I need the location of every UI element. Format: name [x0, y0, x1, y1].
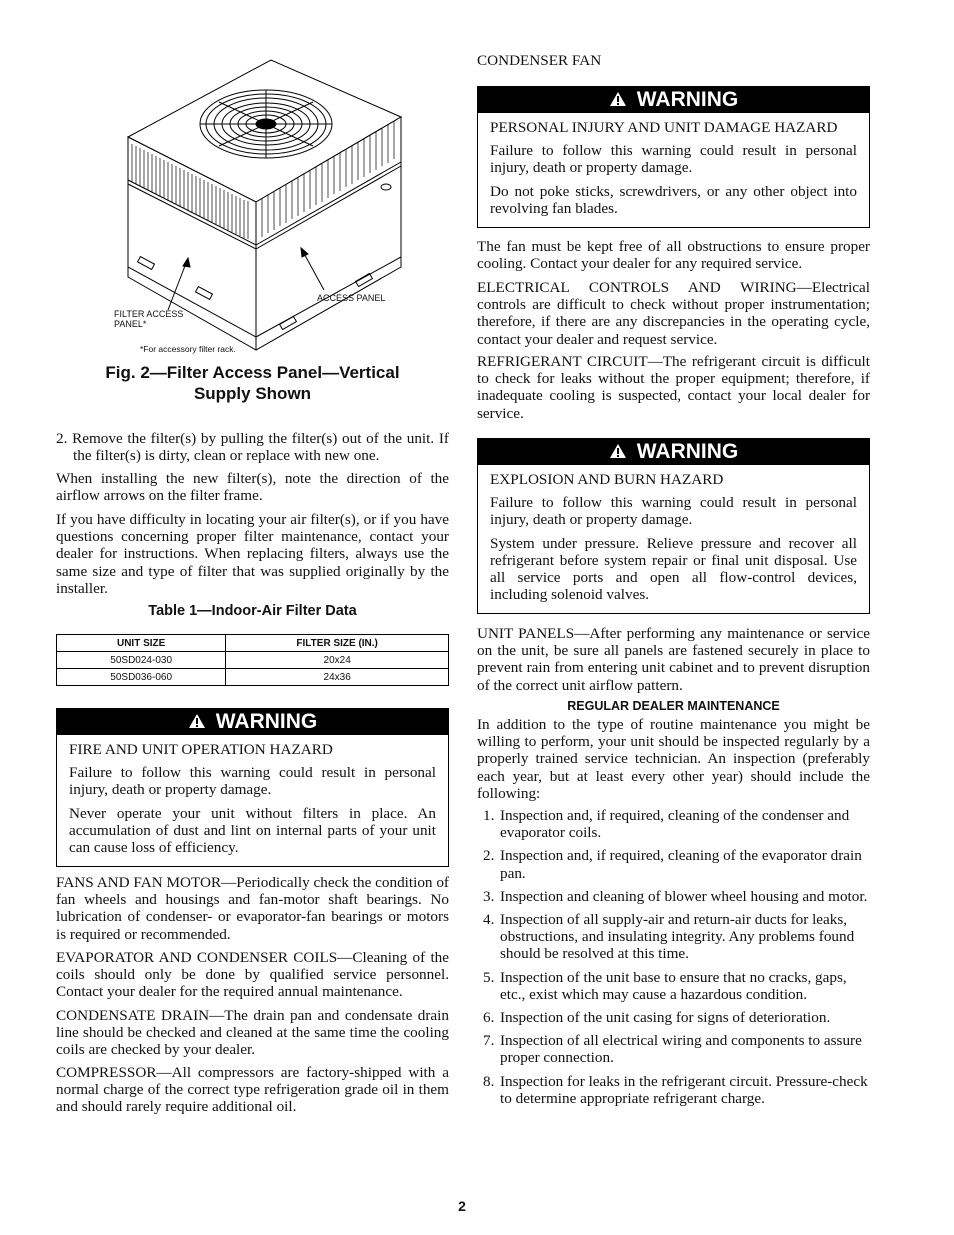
warning-text: Failure to follow this warning could result in personal injury, death or property damage. — [69, 764, 436, 799]
warning-hazard: EXPLOSION AND BURN HAZARD — [490, 471, 724, 488]
header-filter-size: FILTER SIZE (IN.) — [226, 635, 449, 652]
warning-header — [57, 709, 448, 735]
list-item: 7. Inspection of all electrical wiring and components to assure proper connection. — [483, 1032, 862, 1067]
warning-triangle-icon — [188, 713, 206, 729]
warning-header — [478, 87, 869, 113]
warning-text: System under pressure. Relieve pressure and recover all refrigerant before system repair or final unit disposal. Use all service ports and open all flow-control devices, including solenoid valves. — [490, 534, 857, 604]
table-title: Table 1—Indoor-Air Filter Data — [148, 603, 357, 619]
fans-paragraph: FANS AND FAN MOTOR—Periodically check the condition of fan wheels and housings and fan-motor shaft bearings. No lubrication of condenser- or evaporator-fan bearings or motors is required or recommended. — [56, 874, 449, 943]
figure-caption — [56, 362, 449, 404]
table-cell: 24x36 — [226, 669, 449, 686]
table-cell: 20x24 — [226, 652, 449, 669]
electrical-paragraph: ELECTRICAL CONTROLS AND WIRING—Electrical controls are difficult to check without proper instrumentation; therefore, if there are any discrepancies in the operating cycle, contact your dealer and request service. — [477, 279, 870, 348]
warning-text: Failure to follow this warning could result in personal injury, death or property damage. — [490, 494, 857, 529]
filter-data-table — [56, 634, 449, 686]
condenser-fan-heading: CONDENSER FAN — [477, 52, 602, 69]
list-item: 5. Inspection of the unit base to ensure that no cracks, gaps, etc., exist which may cause a hazardous condition. — [483, 968, 847, 1003]
warning-hazard: FIRE AND UNIT OPERATION HAZARD — [69, 741, 333, 758]
maintenance-list — [477, 807, 870, 1113]
regular-maintenance-heading: REGULAR DEALER MAINTENANCE — [567, 699, 780, 713]
list-item: 1. Inspection and, if required, cleaning of the condenser and evaporator coils. — [483, 807, 850, 842]
unit-illustration — [56, 52, 449, 357]
refrigerant-paragraph: REFRIGERANT CIRCUIT—The refrigerant circuit is difficult to check for leaks without the proper equipment; therefore, if inadequate cooling is suspected, contact your local dealer for service. — [477, 353, 870, 422]
list-item: 3. Inspection and cleaning of blower wheel housing and motor. — [483, 887, 868, 905]
figure-caption-line1: Fig. 2—Filter Access Panel—Vertical — [105, 363, 400, 382]
list-item: 8. Inspection for leaks in the refrigerant circuit. Pressure-check to determine appropriate refrigerant charge. — [483, 1072, 868, 1107]
drain-paragraph: CONDENSATE DRAIN—The drain pan and condensate drain line should be checked and cleaned at the same time the cooling coils are checked by your dealer. — [56, 1007, 449, 1059]
warning-title: WARNING — [636, 440, 739, 463]
warning-triangle-icon — [609, 91, 627, 107]
header-unit-size: UNIT SIZE — [57, 635, 226, 652]
access-panel-label: ACCESS PANEL — [317, 293, 386, 303]
fan-paragraph: The fan must be kept free of all obstructions to ensure proper cooling. Contact your dealer for any required service. — [477, 238, 870, 273]
warning-text: Never operate your unit without filters in place. An accumulation of dust and lint on internal parts of your unit can cause loss of efficiency. — [69, 804, 436, 857]
table-cell: 50SD036-060 — [57, 669, 226, 686]
regular-paragraph: In addition to the type of routine maintenance you might be willing to perform, your unit should be inspected regularly by a properly trained service technician. An inspection (preferably each year, but at least every other year) should include the following: — [477, 716, 870, 802]
warning-title: WARNING — [215, 710, 318, 733]
list-item: 2. Inspection and, if required, cleaning of the evaporator drain pan. — [483, 847, 862, 882]
table-header-row — [57, 635, 449, 652]
difficulty-paragraph: If you have difficulty in locating your air filter(s), or if you have questions concerning proper filter maintenance, contact your dealer for instructions. When replacing filters, always use the same size and type of filter that was supplied originally by the installer. — [56, 511, 449, 597]
filter-access-panel-label: FILTER ACCESS PANEL* — [114, 309, 184, 329]
table-cell: 50SD024-030 — [57, 652, 226, 669]
warning-text: Failure to follow this warning could result in personal injury, death or property damage. — [490, 142, 857, 177]
warning-box-fire — [56, 708, 449, 867]
warning-hazard: PERSONAL INJURY AND UNIT DAMAGE HAZARD — [490, 119, 838, 136]
compressor-paragraph: COMPRESSOR—All compressors are factory-shipped with a normal charge of the correct type refrigeration grade oil in them and should rarely require additional oil. — [56, 1064, 449, 1116]
warning-title: WARNING — [636, 88, 739, 111]
install-paragraph: When installing the new filter(s), note the direction of the airflow arrows on the filter frame. — [56, 470, 449, 505]
figure-footnote: *For accessory filter rack. — [140, 344, 236, 354]
warning-box-explosion — [477, 438, 870, 614]
table-row — [57, 652, 449, 669]
coils-paragraph: EVAPORATOR AND CONDENSER COILS—Cleaning of the coils should only be done by qualified service personnel. Contact your dealer for the required annual maintenance. — [56, 949, 449, 1001]
list-item: 6. Inspection of the unit casing for signs of deterioration. — [483, 1009, 831, 1027]
warning-text: Do not poke sticks, screwdrivers, or any other object into revolving fan blades. — [490, 182, 857, 217]
step-2-text: 2. Remove the filter(s) by pulling the filter(s) out of the unit. If the filter(s) is dirty, clean or replace with new one. — [56, 430, 449, 465]
warning-triangle-icon — [609, 443, 627, 459]
figure-caption-line2: Supply Shown — [193, 384, 312, 403]
table-row — [57, 669, 449, 686]
warning-box-injury — [477, 86, 870, 228]
panels-paragraph: UNIT PANELS—After performing any maintenance or service on the unit, be sure all panels are fastened securely in place to prevent rain from entering unit cabinet and to prevent disruption of the correct unit airflow pattern. — [477, 625, 870, 694]
page-number: 2 — [458, 1198, 466, 1214]
list-item: 4. Inspection of all supply-air and return-air ducts for leaks, obstructions, and insulating integrity. Any problems found should be resolved at this time. — [483, 911, 855, 963]
warning-header — [478, 439, 869, 465]
